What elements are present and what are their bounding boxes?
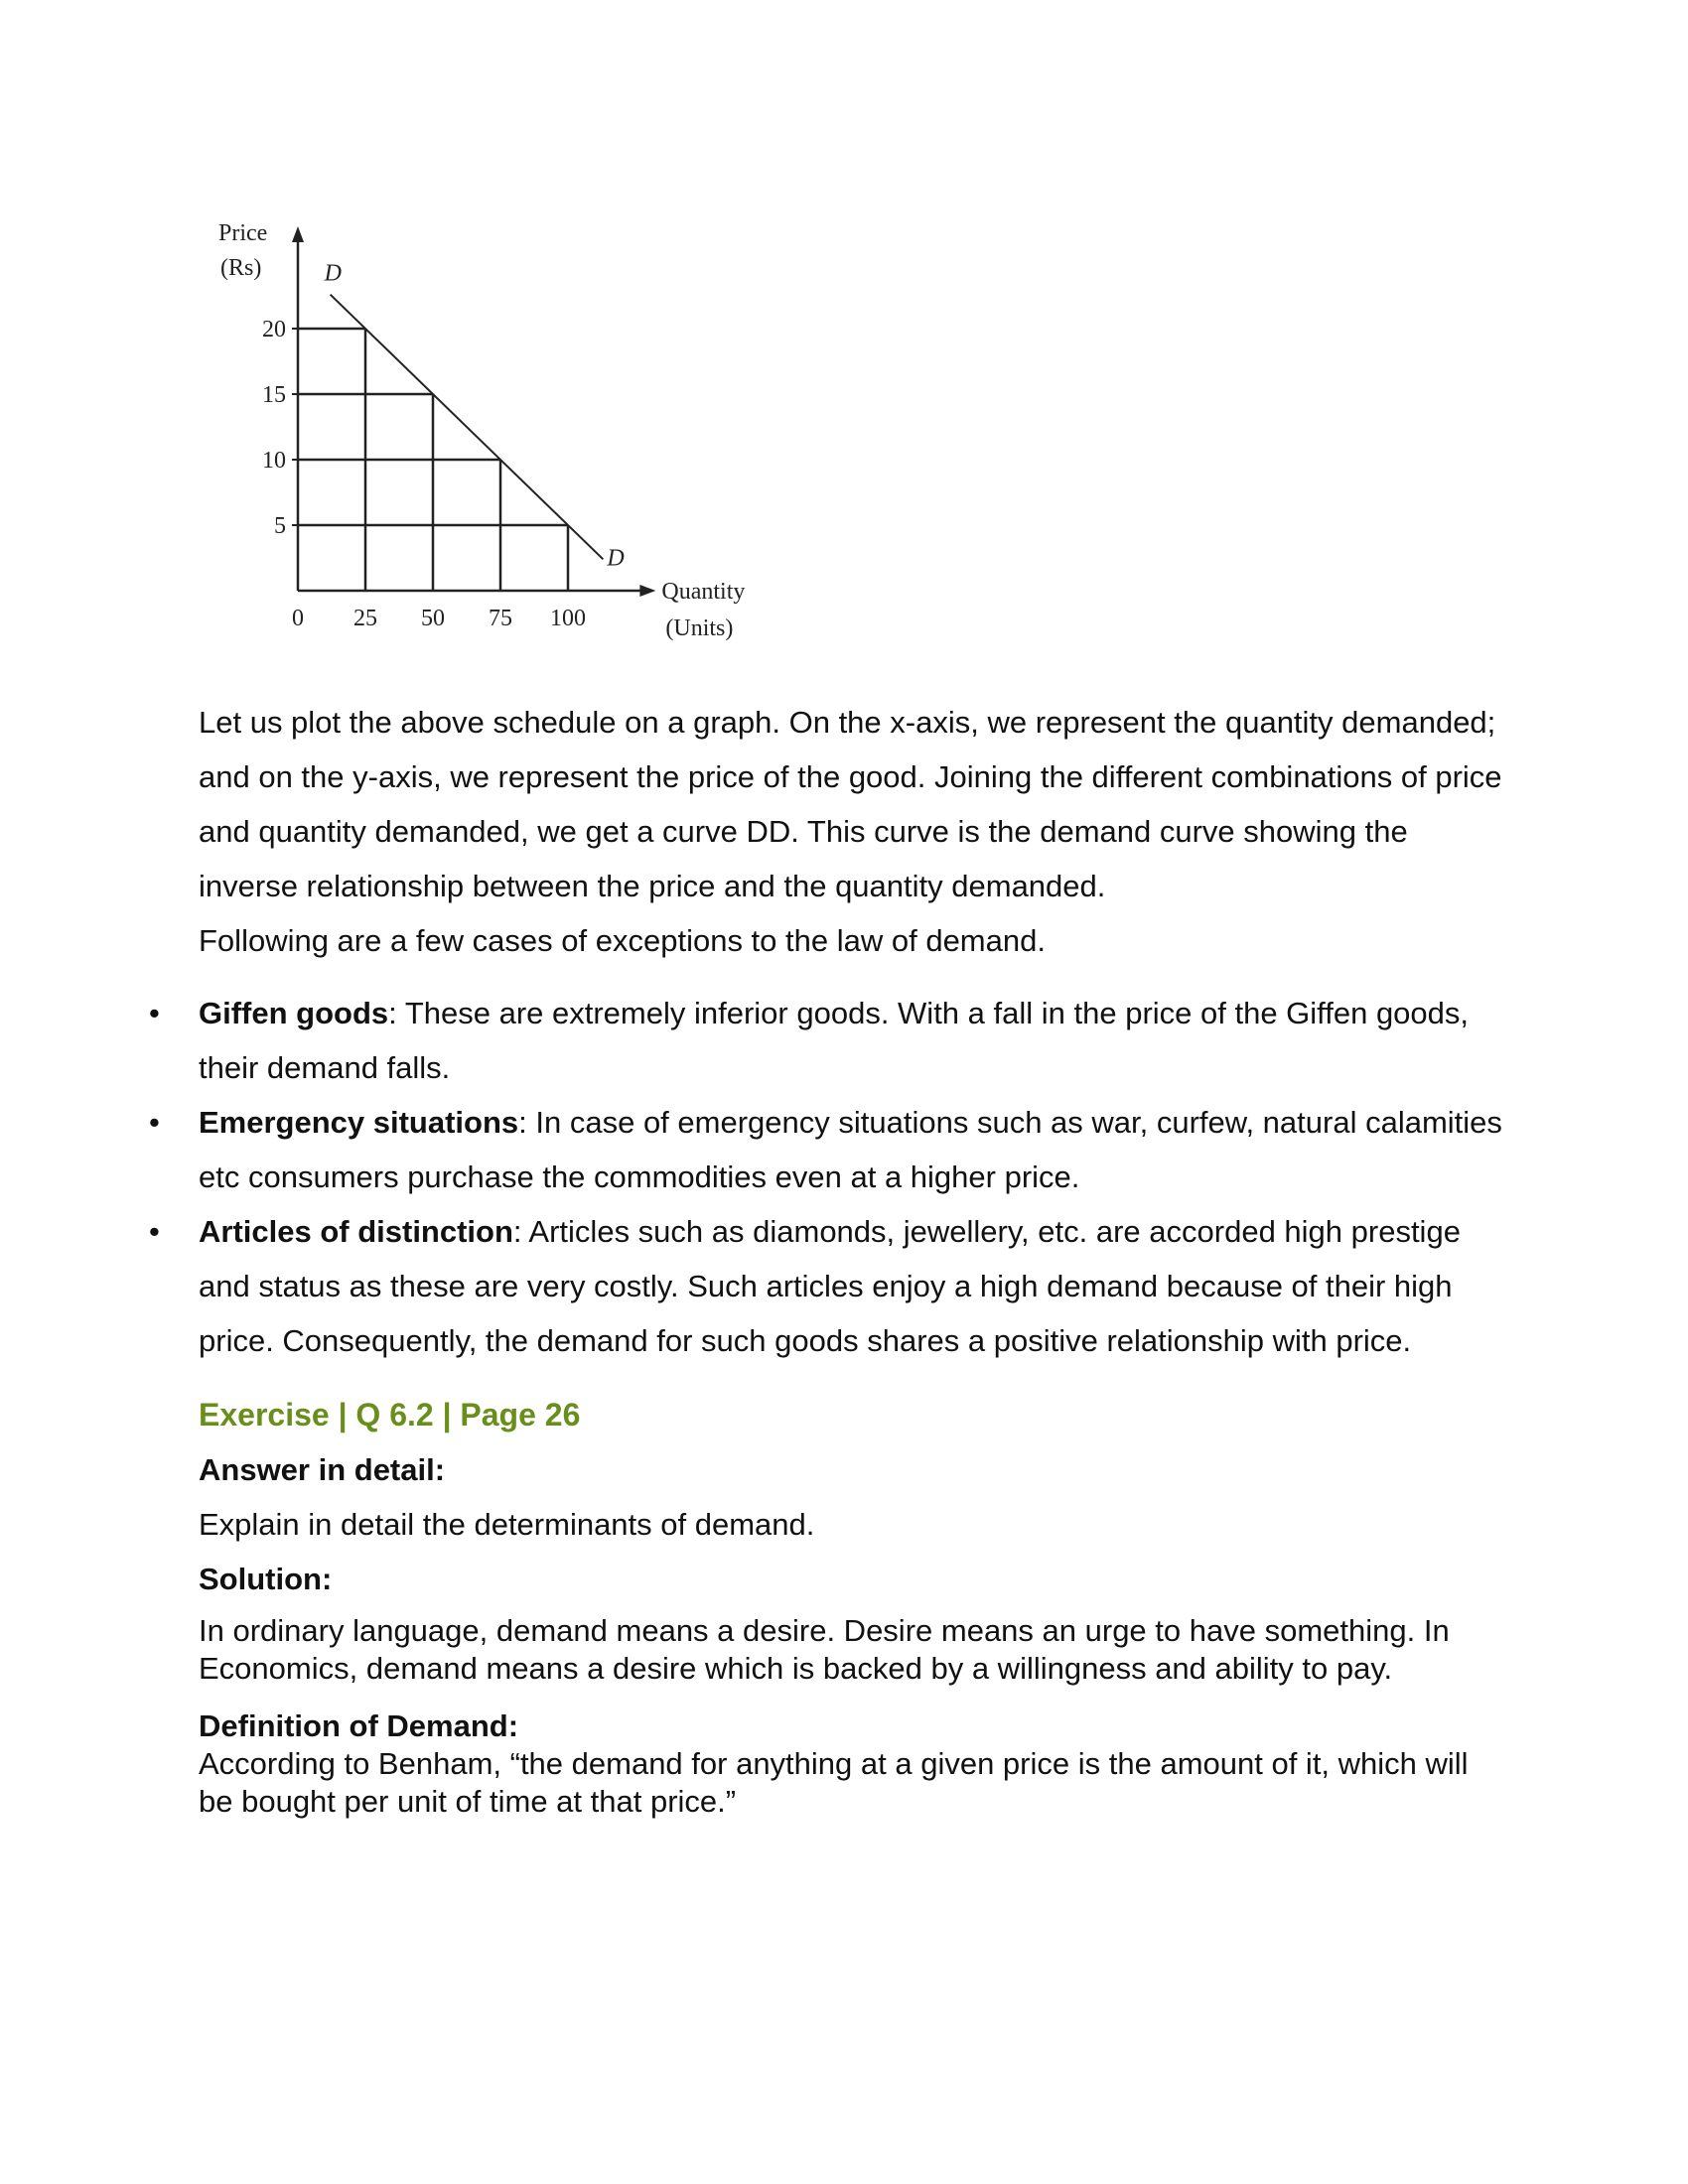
x-axis-arrow bbox=[639, 585, 655, 597]
exercise-heading: Exercise | Q 6.2 | Page 26 bbox=[199, 1397, 581, 1433]
question-text: Explain in detail the determinants of demand. bbox=[199, 1507, 815, 1542]
y-axis-label: Price bbox=[218, 220, 268, 246]
y-tick-label: 15 bbox=[262, 382, 286, 408]
solution-text: In ordinary language, demand means a desire. Desire means an urge to have something. In Economics, demand means a desire which is backed by a willingness and ability to pay. bbox=[199, 1613, 1450, 1686]
demand-curve-line bbox=[331, 295, 604, 560]
demand-curve-chart bbox=[199, 208, 774, 665]
x-tick-label: 100 bbox=[550, 606, 586, 631]
list-item bbox=[149, 986, 1509, 1095]
bullet-term: Emergency situations bbox=[199, 1105, 519, 1140]
x-tick-label: 50 bbox=[421, 606, 445, 631]
bullet-text: : In case of emergency situations such as war, curfew, natural calamities etc consumers purchase the commodities even at a higher price. bbox=[199, 1105, 1502, 1194]
definition-heading: Definition of Demand: bbox=[199, 1708, 519, 1743]
y-axis-label: (Rs) bbox=[220, 255, 262, 281]
bullet-marker: • bbox=[149, 1214, 160, 1249]
paragraph-exceptions-intro: Following are a few cases of exceptions to the law of demand. bbox=[199, 923, 1046, 958]
x-axis-label: Quantity bbox=[661, 579, 746, 605]
bullet-term: Giffen goods bbox=[199, 996, 389, 1030]
bullet-text: : These are extremely inferior goods. With a fall in the price of the Giffen goods, their demand falls. bbox=[199, 996, 1470, 1085]
y-axis-arrow bbox=[292, 226, 304, 242]
x-tick-label: 0 bbox=[292, 606, 304, 631]
y-tick-label: 5 bbox=[274, 513, 286, 539]
curve-label-start: D bbox=[324, 260, 342, 287]
x-tick-label: 75 bbox=[489, 606, 512, 631]
demand-curve-svg bbox=[199, 208, 774, 665]
bullet-text: : Articles such as diamonds, jewellery, etc. are accorded high prestige and status as these are very costly. Such articles enjoy a high demand because of their high price. Consequently, the demand for such goods shares a positive relationship with price. bbox=[199, 1214, 1461, 1358]
x-axis-label: (Units) bbox=[665, 615, 734, 641]
definition-text: According to Benham, “the demand for anything at a given price is the amount of it, which will be bought per unit of time at that price.” bbox=[199, 1746, 1469, 1819]
exceptions-list bbox=[149, 986, 1509, 1368]
y-tick-label: 20 bbox=[262, 317, 286, 342]
list-item bbox=[149, 1204, 1509, 1368]
document-body bbox=[149, 695, 1509, 1821]
bullet-marker: • bbox=[149, 1105, 160, 1140]
bullet-marker: • bbox=[149, 996, 160, 1030]
bullet-term: Articles of distinction bbox=[199, 1214, 513, 1249]
answer-label: Answer in detail: bbox=[199, 1452, 446, 1487]
y-tick-label: 10 bbox=[262, 448, 286, 474]
curve-label-end: D bbox=[607, 545, 625, 572]
list-item bbox=[149, 1095, 1509, 1204]
solution-label: Solution: bbox=[199, 1562, 333, 1596]
x-tick-label: 25 bbox=[353, 606, 377, 631]
paragraph-plot-explanation: Let us plot the above schedule on a graph. On the x-axis, we represent the quantity demanded; and on the y-axis, we represent the price of the good. Joining the different combinations of price and quantity demanded, we get a curve DD. This curve is the demand curve showing the inverse relationship between the price and the quantity demanded. bbox=[199, 705, 1502, 903]
